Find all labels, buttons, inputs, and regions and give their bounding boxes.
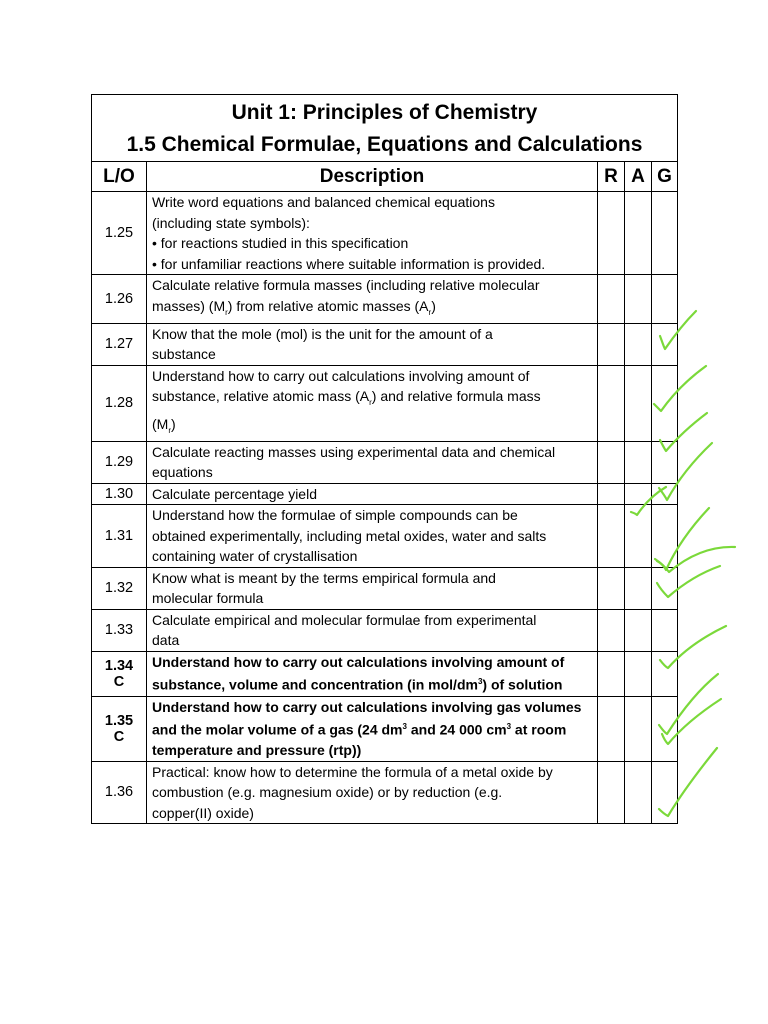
rag-cell-r[interactable] (598, 323, 625, 365)
table-row (92, 483, 678, 505)
description-text: ) (431, 297, 436, 314)
description-text: temperature and pressure (rtp)) (152, 742, 362, 759)
lo-code: 1.35 (104, 712, 134, 729)
description-text: (including state symbols): (152, 214, 310, 231)
lo-cell (92, 609, 147, 651)
description-text: ) and relative formula mass (371, 388, 541, 405)
lo-suffix: C (113, 673, 125, 690)
lo-code: 1.32 (104, 580, 134, 597)
description-cell (147, 505, 598, 568)
lo-code: 1.34 (104, 657, 134, 674)
unit-title: Unit 1: Principles of Chemistry (231, 101, 538, 124)
description-cell (147, 275, 598, 324)
header-a: A (625, 162, 652, 192)
rag-cell-g[interactable] (652, 192, 678, 275)
lo-code: 1.31 (104, 528, 134, 545)
lo-cell (92, 275, 147, 324)
rag-cell-a[interactable] (625, 505, 652, 568)
lo-suffix: C (113, 728, 125, 745)
table-row (92, 192, 678, 275)
rag-cell-r[interactable] (598, 651, 625, 696)
rag-cell-a[interactable] (625, 651, 652, 696)
rag-cell-a[interactable] (625, 192, 652, 275)
description-text: combustion (e.g. magnesium oxide) or by reduction (e.g. (152, 784, 503, 801)
rag-cell-g[interactable] (652, 483, 678, 505)
description-text: and 24 000 cm (406, 721, 507, 738)
description-text: Understand how the formulae of simple compounds can be (152, 507, 518, 524)
description-text: equations (152, 464, 213, 481)
rag-cell-g[interactable] (652, 567, 678, 609)
description-text: obtained experimentally, including metal oxides, water and salts (152, 527, 547, 544)
rag-cell-a[interactable] (625, 323, 652, 365)
rag-cell-g[interactable] (652, 505, 678, 568)
rag-cell-g[interactable] (652, 323, 678, 365)
table-row (92, 567, 678, 609)
description-cell (147, 323, 598, 365)
lo-cell (92, 192, 147, 275)
table-row (92, 696, 678, 761)
description-cell (147, 365, 598, 441)
description-cell (147, 441, 598, 483)
description-text: 3 (506, 722, 512, 732)
rag-cell-g[interactable] (652, 365, 678, 441)
description-text: masses) (M (152, 297, 226, 314)
description-text: Write word equations and balanced chemical equations (152, 194, 495, 210)
table-row (92, 651, 678, 696)
description-text: ) of solution (482, 677, 563, 694)
lo-cell (92, 483, 147, 505)
title-cell (92, 95, 678, 162)
header-lo: L/O (92, 162, 147, 192)
rag-cell-a[interactable] (625, 441, 652, 483)
lo-code: 1.27 (104, 336, 134, 353)
header-r: R (598, 162, 625, 192)
description-text: • for unfamiliar reactions where suitable information is provided. (152, 255, 546, 272)
rag-cell-a[interactable] (625, 483, 652, 505)
rag-cell-r[interactable] (598, 567, 625, 609)
lo-cell (92, 567, 147, 609)
rag-cell-a[interactable] (625, 609, 652, 651)
description-text: substance (152, 346, 216, 363)
rag-cell-r[interactable] (598, 483, 625, 505)
description-text: and the molar volume of a gas (24 dm (152, 721, 403, 738)
description-text: data (152, 632, 180, 649)
rag-cell-r[interactable] (598, 365, 625, 441)
description-text: molecular formula (152, 590, 264, 607)
rag-cell-g[interactable] (652, 696, 678, 761)
lo-code: 1.36 (104, 784, 134, 801)
rag-cell-g[interactable] (652, 651, 678, 696)
lo-cell (92, 441, 147, 483)
rag-cell-g[interactable] (652, 275, 678, 324)
description-cell (147, 192, 598, 275)
lo-code: 1.29 (104, 454, 134, 471)
table-row (92, 365, 678, 441)
description-text: Understand how to carry out calculations involving gas volumes (152, 698, 582, 715)
description-text: Calculate percentage yield (152, 485, 317, 502)
header-row (92, 162, 678, 192)
lo-code: 1.28 (104, 395, 134, 412)
rag-cell-a[interactable] (625, 696, 652, 761)
table-row (92, 323, 678, 365)
description-cell (147, 651, 598, 696)
rag-cell-a[interactable] (625, 567, 652, 609)
lo-cell (92, 505, 147, 568)
rag-cell-a[interactable] (625, 365, 652, 441)
description-text: Understand how to carry out calculations involving amount of (152, 653, 565, 670)
description-text: Practical: know how to determine the formula of a metal oxide by (152, 763, 553, 780)
rag-cell-g[interactable] (652, 441, 678, 483)
description-text: at room (511, 721, 567, 738)
lo-cell (92, 365, 147, 441)
lo-code: 1.25 (104, 225, 134, 241)
rag-cell-r[interactable] (598, 192, 625, 275)
description-text: Calculate empirical and molecular formulae from experimental (152, 611, 537, 628)
description-text: • for reactions studied in this specification (152, 235, 409, 251)
checklist-table (91, 94, 678, 824)
lo-code: 1.30 (104, 486, 134, 503)
rag-cell-r[interactable] (598, 275, 625, 324)
lo-code: 1.26 (104, 290, 134, 307)
description-text: r (369, 398, 372, 408)
rag-cell-r[interactable] (598, 609, 625, 651)
description-cell (147, 696, 598, 761)
rag-cell-g[interactable] (652, 761, 678, 824)
checklist-rows (92, 192, 678, 824)
rag-checklist (91, 94, 677, 824)
rag-cell-r[interactable] (598, 505, 625, 568)
table-row (92, 505, 678, 568)
lo-code: 1.33 (104, 622, 134, 639)
description-cell (147, 609, 598, 651)
rag-cell-a[interactable] (625, 275, 652, 324)
description-text: ) (171, 415, 176, 432)
rag-cell-a[interactable] (625, 761, 652, 824)
description-cell (147, 483, 598, 505)
description-text: r (225, 307, 228, 317)
description-text: Calculate relative formula masses (including relative molecular (152, 277, 540, 293)
rag-cell-r[interactable] (598, 441, 625, 483)
description-text: 3 (402, 722, 407, 732)
lo-cell (92, 761, 147, 824)
lo-cell (92, 696, 147, 761)
description-text: copper(II) oxide) (152, 804, 254, 821)
description-text: (M (152, 415, 169, 432)
description-text: ) from relative atomic masses (A (227, 297, 429, 314)
description-text: 3 (477, 677, 483, 687)
rag-cell-r[interactable] (598, 761, 625, 824)
table-row (92, 441, 678, 483)
header-g: G (652, 162, 678, 192)
lo-cell (92, 651, 147, 696)
lo-cell (92, 323, 147, 365)
description-cell (147, 567, 598, 609)
description-text: containing water of crystallisation (152, 548, 358, 565)
table-row (92, 275, 678, 324)
header-description: Description (147, 162, 598, 192)
description-text: substance, relative atomic mass (A (152, 388, 370, 405)
rag-cell-g[interactable] (652, 609, 678, 651)
description-text: Understand how to carry out calculations involving amount of (152, 367, 530, 384)
description-text: substance, volume and concentration (in mol/dm (152, 677, 478, 694)
description-text: Know that the mole (mol) is the unit for the amount of a (152, 325, 493, 342)
description-text: r (428, 307, 432, 317)
section-title: 1.5 Chemical Formulae, Equations and Calculations (126, 133, 643, 156)
description-text: Calculate reacting masses using experimental data and chemical (152, 443, 556, 460)
table-row (92, 609, 678, 651)
description-text: r (168, 425, 171, 435)
rag-cell-r[interactable] (598, 696, 625, 761)
description-cell (147, 761, 598, 824)
table-row (92, 761, 678, 824)
description-text: Know what is meant by the terms empirical formula and (152, 569, 496, 586)
